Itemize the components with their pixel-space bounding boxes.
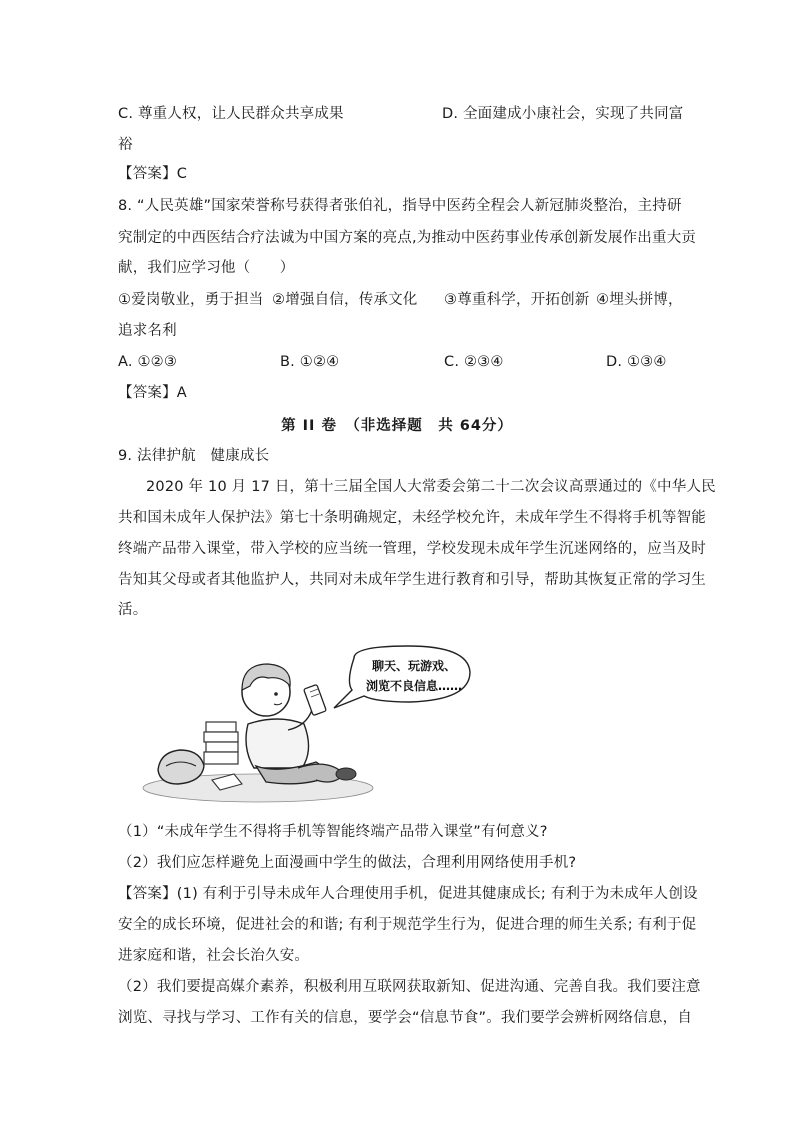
q7-option-d-continued: 裕 xyxy=(118,137,133,153)
q9-paragraph-line-5: 活。 xyxy=(118,602,148,618)
section-2-title: 第 II 卷 （非选择题 共 64分） xyxy=(281,418,513,434)
q8-item-3: ③尊重科学，开拓创新 xyxy=(444,292,590,308)
q8-item-2: ②增强自信，传承文化 xyxy=(272,292,418,308)
q9-answer-2-line-1: （2）我们要提高媒介素养，积极利用互联网获取新知、促进沟通、完善自我。我们要注意 xyxy=(118,979,701,995)
q9-paragraph-line-1: 2020 年 10 月 17 日，第十三届全国人大常委会第二十二次会议高票通过的《中华人民 xyxy=(146,479,716,495)
q8-stem-line-3: 献，我们应学习他（ ） xyxy=(118,260,295,276)
q7-answer: 【答案】C xyxy=(118,166,188,182)
q8-answer: 【答案】A xyxy=(118,385,187,401)
q8-option-b: B. ①②④ xyxy=(280,354,340,370)
q9-paragraph-line-2: 共和国未成年人保护法》第七十条明确规定，未经学校允许，未成年学生不得将手机等智能 xyxy=(118,510,706,526)
q8-option-a: A. ①②③ xyxy=(118,354,178,370)
q9-sub-question-1: （1）“未成年学生不得将手机等智能终端产品带入课堂”有何意义? xyxy=(118,824,548,840)
q8-option-d: D. ①③④ xyxy=(606,354,667,370)
q8-option-c: C. ②③④ xyxy=(444,354,504,370)
q8-item-4: ④埋头拼博， xyxy=(596,292,683,308)
q9-answer-1-line-3: 进家庭和谐，社会长治久安。 xyxy=(118,948,310,964)
bubble-text-line-1: 聊天、玩游戏、 xyxy=(372,659,457,673)
q8-item-4-continued: 追求名利 xyxy=(118,323,177,339)
q7-option-d: D. 全面建成小康社会，实现了共同富 xyxy=(442,106,684,122)
q9-heading: 9. 法律护航 健康成长 xyxy=(118,448,270,464)
cartoon-student-using-phone xyxy=(138,640,478,810)
q9-answer-1-line-1: 【答案】(1) 有利于引导未成年人合理使用手机，促进其健康成长; 有利于为未成年人创设 xyxy=(118,886,698,902)
q8-item-1: ①爱岗敬业，勇于担当 xyxy=(118,292,264,308)
q9-answer-1-line-2: 安全的成长环境，促进社会的和谐; 有利于规范学生行为，促进合理的师生关系; 有利于促 xyxy=(118,917,697,933)
q8-stem-line-2: 究制定的中西医结合疗法诚为中国方案的亮点,为推动中医药事业传承创新发展作出重大贡 xyxy=(118,230,697,246)
bubble-text-line-2: 浏览不良信息…… xyxy=(366,679,463,693)
q9-sub-question-2: （2）我们应怎样避免上面漫画中学生的做法，合理利用网络使用手机? xyxy=(118,855,577,871)
q9-paragraph-line-3: 终端产品带入课堂，带入学校的应当统一管理，学校发现未成年学生沉迷网络的，应当及时 xyxy=(118,541,706,557)
q8-stem-line-1: 8. “人民英雄”国家荣誉称号获得者张伯礼，指导中医药全程会人新冠肺炎整治，主持研 xyxy=(118,198,682,214)
q9-paragraph-line-4: 告知其父母或者其他监护人，共同对未成年学生进行教育和引导，帮助其恢复正常的学习生 xyxy=(118,572,706,588)
q9-answer-2-line-2: 浏览、寻找与学习、工作有关的信息，要学会“信息节食”。我们要学会辨析网络信息，自 xyxy=(118,1010,693,1026)
q7-option-c: C. 尊重人权，让人民群众共享成果 xyxy=(118,106,344,122)
